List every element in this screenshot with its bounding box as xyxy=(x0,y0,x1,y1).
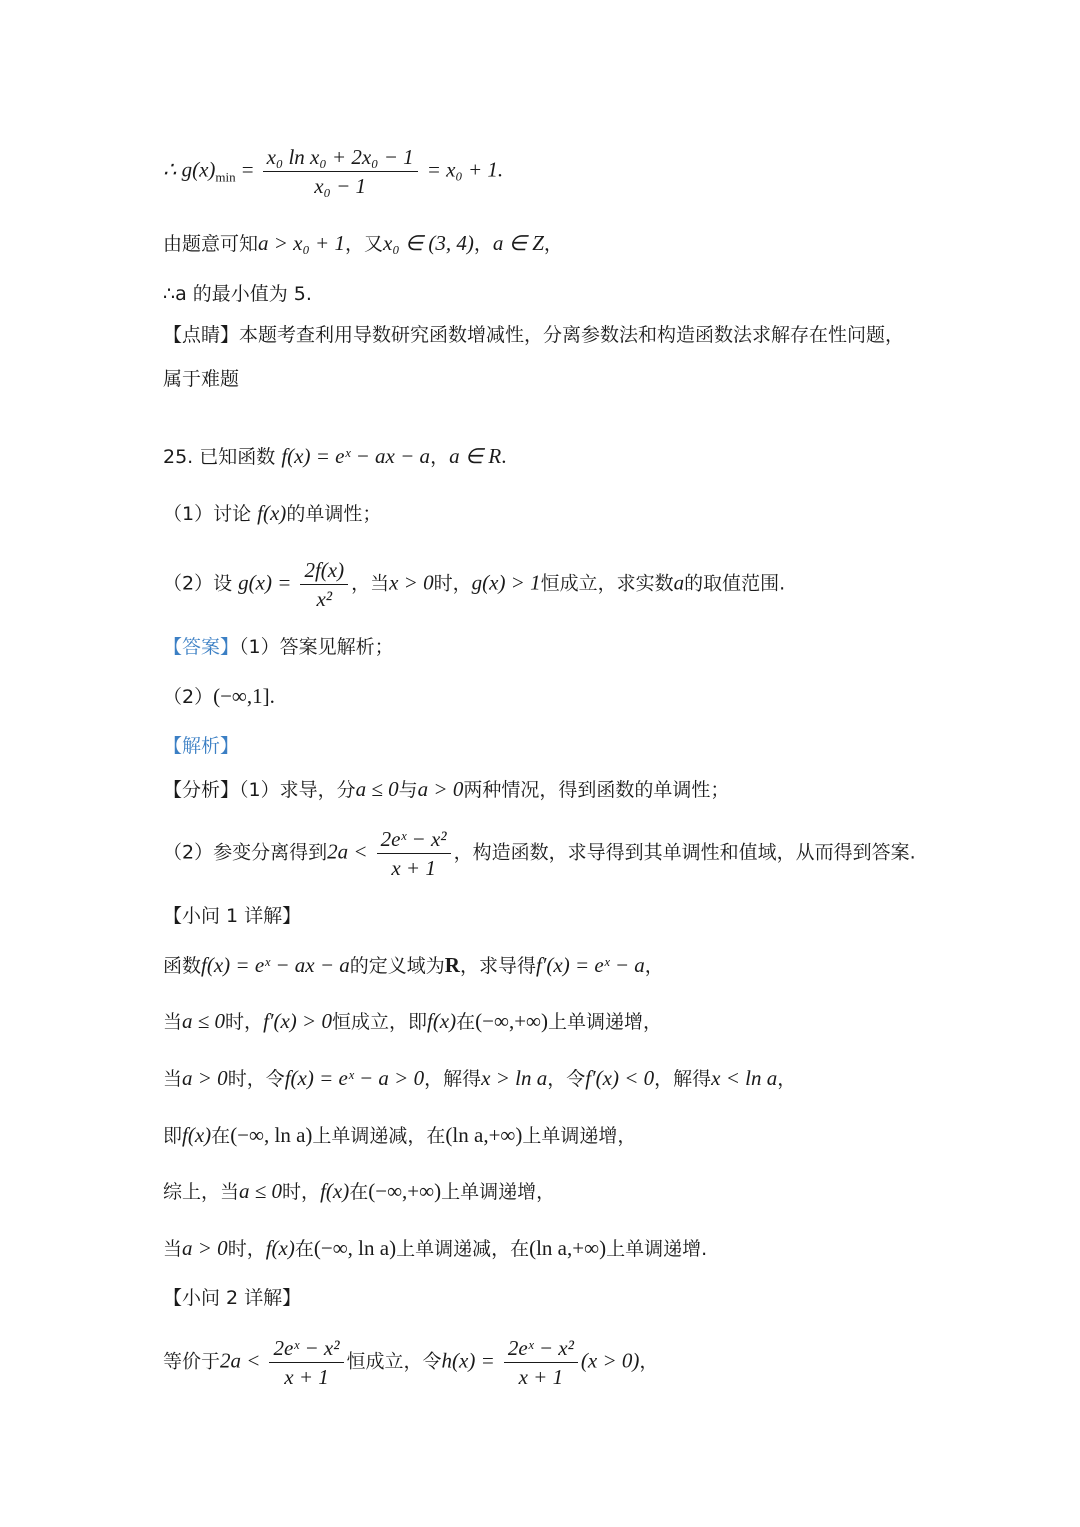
math-fragment: a > x₀ + 1 xyxy=(258,231,345,255)
detail-line-7 xyxy=(163,1334,658,1391)
math-fragment: (ln a,+∞) xyxy=(529,1236,607,1260)
text-fragment: . xyxy=(269,684,275,708)
text-fragment: （2）参变分离得到 xyxy=(163,841,328,864)
math-fragment: (x > 0) xyxy=(580,1348,640,1373)
math-fragment: R xyxy=(444,953,460,977)
math-fragment: a ∈ Z xyxy=(492,231,544,255)
fraction-denominator: x + 1 xyxy=(284,1365,329,1389)
math-fragment: g(x) > 1 xyxy=(471,570,541,595)
text-fragment: ， xyxy=(777,1068,797,1090)
detail-line-3 xyxy=(163,1065,796,1092)
text-fragment: 在 xyxy=(294,1238,314,1260)
text-fragment: 与 xyxy=(398,779,418,801)
math-fragment: a > 0 xyxy=(182,1236,228,1260)
math-fragment: g(x) = xyxy=(238,570,292,595)
math-fragment: f′(x) < 0 xyxy=(585,1066,655,1090)
text-fragment: ，又 xyxy=(344,233,383,255)
math-fragment: f(x) xyxy=(320,1179,350,1203)
comment-label: 【点睛】 xyxy=(163,324,240,346)
text-fragment: 恒成立，令 xyxy=(346,1350,442,1373)
math-fragment: a > 0 xyxy=(417,777,464,801)
fenxi-fraction xyxy=(377,825,451,882)
text-fragment: ，解得 xyxy=(424,1068,482,1090)
g-fraction xyxy=(300,556,348,613)
fenxi-label: 【分析】 xyxy=(163,779,240,801)
text-fragment: . xyxy=(501,444,507,468)
comment-text: 本题考查利用导数研究函数增减性，分离参数法和构造函数法求解存在性问题，属于难题 xyxy=(163,324,905,390)
question-25-part2 xyxy=(163,556,785,613)
math-fragment: 2a < xyxy=(327,839,368,864)
text-fragment: ， xyxy=(644,955,664,977)
math-fragment: 2a < xyxy=(220,1348,261,1373)
text-fragment: 上单调递增， xyxy=(441,1181,556,1203)
fraction-numerator: 2eˣ − x² xyxy=(269,1334,343,1363)
math-fragment: (−∞,1] xyxy=(213,684,270,708)
text-fragment: 在 xyxy=(456,1011,476,1033)
text-fragment: 当 xyxy=(163,1011,183,1033)
math-fragment: f(x) xyxy=(426,1009,457,1033)
math-fragment: f(x) = eˣ − ax − a xyxy=(201,953,350,977)
text-fragment: ，解得 xyxy=(654,1068,712,1090)
math-fragment: a ∈ R xyxy=(449,444,502,468)
part-index: （2） xyxy=(163,686,214,708)
text-fragment: ， xyxy=(473,233,493,255)
math-fragment: (−∞,+∞) xyxy=(475,1009,549,1033)
detail-line-4 xyxy=(163,1122,636,1149)
text-fragment: 在 xyxy=(211,1125,231,1147)
fraction-numerator: 2eˣ − x² xyxy=(377,825,451,854)
math-fragment: a > 0 xyxy=(182,1066,228,1090)
math-fragment: h(x) = xyxy=(441,1348,495,1373)
math-fragment: (−∞, ln a) xyxy=(313,1236,397,1260)
text-fragment: 上单调递减，在 xyxy=(396,1238,530,1260)
math-fragment: (ln a,+∞) xyxy=(445,1123,523,1147)
fenxi-line1 xyxy=(163,776,729,803)
text-fragment: （1）求导，分 xyxy=(239,779,356,801)
math-fragment: x > ln a xyxy=(481,1066,548,1090)
text-fragment: 时， xyxy=(227,1238,266,1260)
math-fragment: (−∞, ln a) xyxy=(230,1123,313,1147)
math-fragment: f(x) xyxy=(182,1123,212,1147)
text-fragment: 上单调递增， xyxy=(548,1011,663,1033)
gmin-numerator: x₀ ln x₀ + 2x₀ − 1 xyxy=(263,143,418,172)
math-fragment: x < ln a xyxy=(711,1066,778,1090)
text-fragment: 讨论 xyxy=(213,503,252,525)
condition-line xyxy=(163,230,563,257)
math-fragment: a xyxy=(673,570,685,595)
comment-paragraph xyxy=(163,313,923,401)
math-fragment: a ≤ 0 xyxy=(239,1179,283,1203)
answer-part2 xyxy=(163,683,275,710)
detail-line-2 xyxy=(163,1008,662,1035)
min-subscript: min xyxy=(215,169,236,185)
math-fragment: f′(x) > 0 xyxy=(263,1009,332,1033)
question-number: 25. xyxy=(163,446,194,468)
text-fragment: 时， xyxy=(433,572,472,595)
text-fragment: 函数 xyxy=(163,955,202,977)
answer-label: 【答案】 xyxy=(163,636,240,658)
gmin-equation: ∴ $g(x)_{min}$ = $\frac{\text{x₀ ln x₀ + 2x₀ − 1}}{\text{x₀ − 1}}$ = x₀ + 1. xyxy=(163,145,504,198)
text-fragment: 上单调递增， xyxy=(522,1125,637,1147)
min-value-line: ∴a 的最小值为 5. xyxy=(163,283,312,305)
text-fragment: 的定义域为 xyxy=(349,955,445,977)
math-fragment: x > 0 xyxy=(389,570,434,595)
text-fragment: 等价于 xyxy=(163,1350,221,1373)
text-fragment: ，构造函数，求导得到其单调性和值域，从而得到答案. xyxy=(453,841,916,864)
question-25-part1 xyxy=(163,500,381,527)
math-fragment: f(x) = eˣ − ax − a xyxy=(281,444,431,468)
d7-fraction-2 xyxy=(504,1334,578,1391)
gmin-denominator: x₀ − 1 xyxy=(314,174,367,198)
math-fragment: a ≤ 0 xyxy=(182,1009,226,1033)
fraction-denominator: x + 1 xyxy=(518,1365,564,1389)
text-fragment: 已知函数 xyxy=(199,446,276,468)
analysis-label: 【解析】 xyxy=(163,735,240,757)
text-fragment: ， xyxy=(639,1350,659,1373)
text-fragment: 由题意可知 xyxy=(163,233,259,255)
gmin-lhs: ∴ g(x) xyxy=(163,157,216,182)
math-fragment: f(x) xyxy=(257,501,287,525)
math-fragment: x₀ ∈ (3, 4) xyxy=(383,231,474,255)
text-fragment: 即 xyxy=(163,1125,183,1147)
text-fragment: 两种情况，得到函数的单调性； xyxy=(463,779,730,801)
gmin-fraction xyxy=(263,143,418,200)
text-fragment: 当 xyxy=(163,1068,183,1090)
text-fragment: ，求导得 xyxy=(459,955,536,977)
fraction-denominator: x² xyxy=(316,587,333,611)
fraction-numerator: 2f(x) xyxy=(300,556,348,585)
text-fragment: 上单调递增. xyxy=(606,1238,708,1260)
text-fragment: 设 xyxy=(213,572,233,595)
text-fragment: ，令 xyxy=(547,1068,586,1090)
text-fragment: 的单调性； xyxy=(286,503,382,525)
detail-line-6 xyxy=(163,1235,707,1262)
math-fragment: f(x) xyxy=(265,1236,295,1260)
text-fragment: （1）答案见解析； xyxy=(239,636,394,658)
text-fragment: 恒成立，即 xyxy=(331,1011,427,1033)
part-index: （1） xyxy=(163,503,214,525)
sub1-label: 【小问 1 详解】 xyxy=(163,905,302,927)
gmin-rhs: = x₀ + 1. xyxy=(426,157,504,182)
text-fragment: ， xyxy=(430,446,450,468)
fenxi-line2 xyxy=(163,825,916,882)
fraction-numerator: 2eˣ − x² xyxy=(504,1334,578,1363)
text-fragment: 上单调递减，在 xyxy=(312,1125,446,1147)
answer-line xyxy=(163,634,394,660)
math-fragment: f(x) = eˣ − a > 0 xyxy=(284,1066,425,1090)
fraction-denominator: x + 1 xyxy=(391,856,436,880)
text-fragment: 时， xyxy=(225,1011,264,1033)
detail-line-1 xyxy=(163,952,664,979)
text-fragment: 在 xyxy=(349,1181,369,1203)
part-index: （2） xyxy=(163,572,214,595)
text-fragment: 时， xyxy=(282,1181,321,1203)
question-25 xyxy=(163,443,506,470)
detail-line-5 xyxy=(163,1178,555,1205)
math-fragment: (−∞,+∞) xyxy=(368,1179,442,1203)
math-fragment: a ≤ 0 xyxy=(355,777,399,801)
text-fragment: 时，令 xyxy=(227,1068,285,1090)
math-fragment: f′(x) = eˣ − a xyxy=(535,953,645,977)
text-fragment: 恒成立，求实数 xyxy=(540,572,674,595)
d7-fraction-1 xyxy=(269,1334,343,1391)
text-fragment: 当 xyxy=(163,1238,183,1260)
text-fragment: 综上，当 xyxy=(163,1181,240,1203)
text-fragment: ， xyxy=(543,233,563,255)
text-fragment: ，当 xyxy=(351,572,390,595)
sub2-label: 【小问 2 详解】 xyxy=(163,1287,302,1309)
text-fragment: 的取值范围. xyxy=(684,572,786,595)
